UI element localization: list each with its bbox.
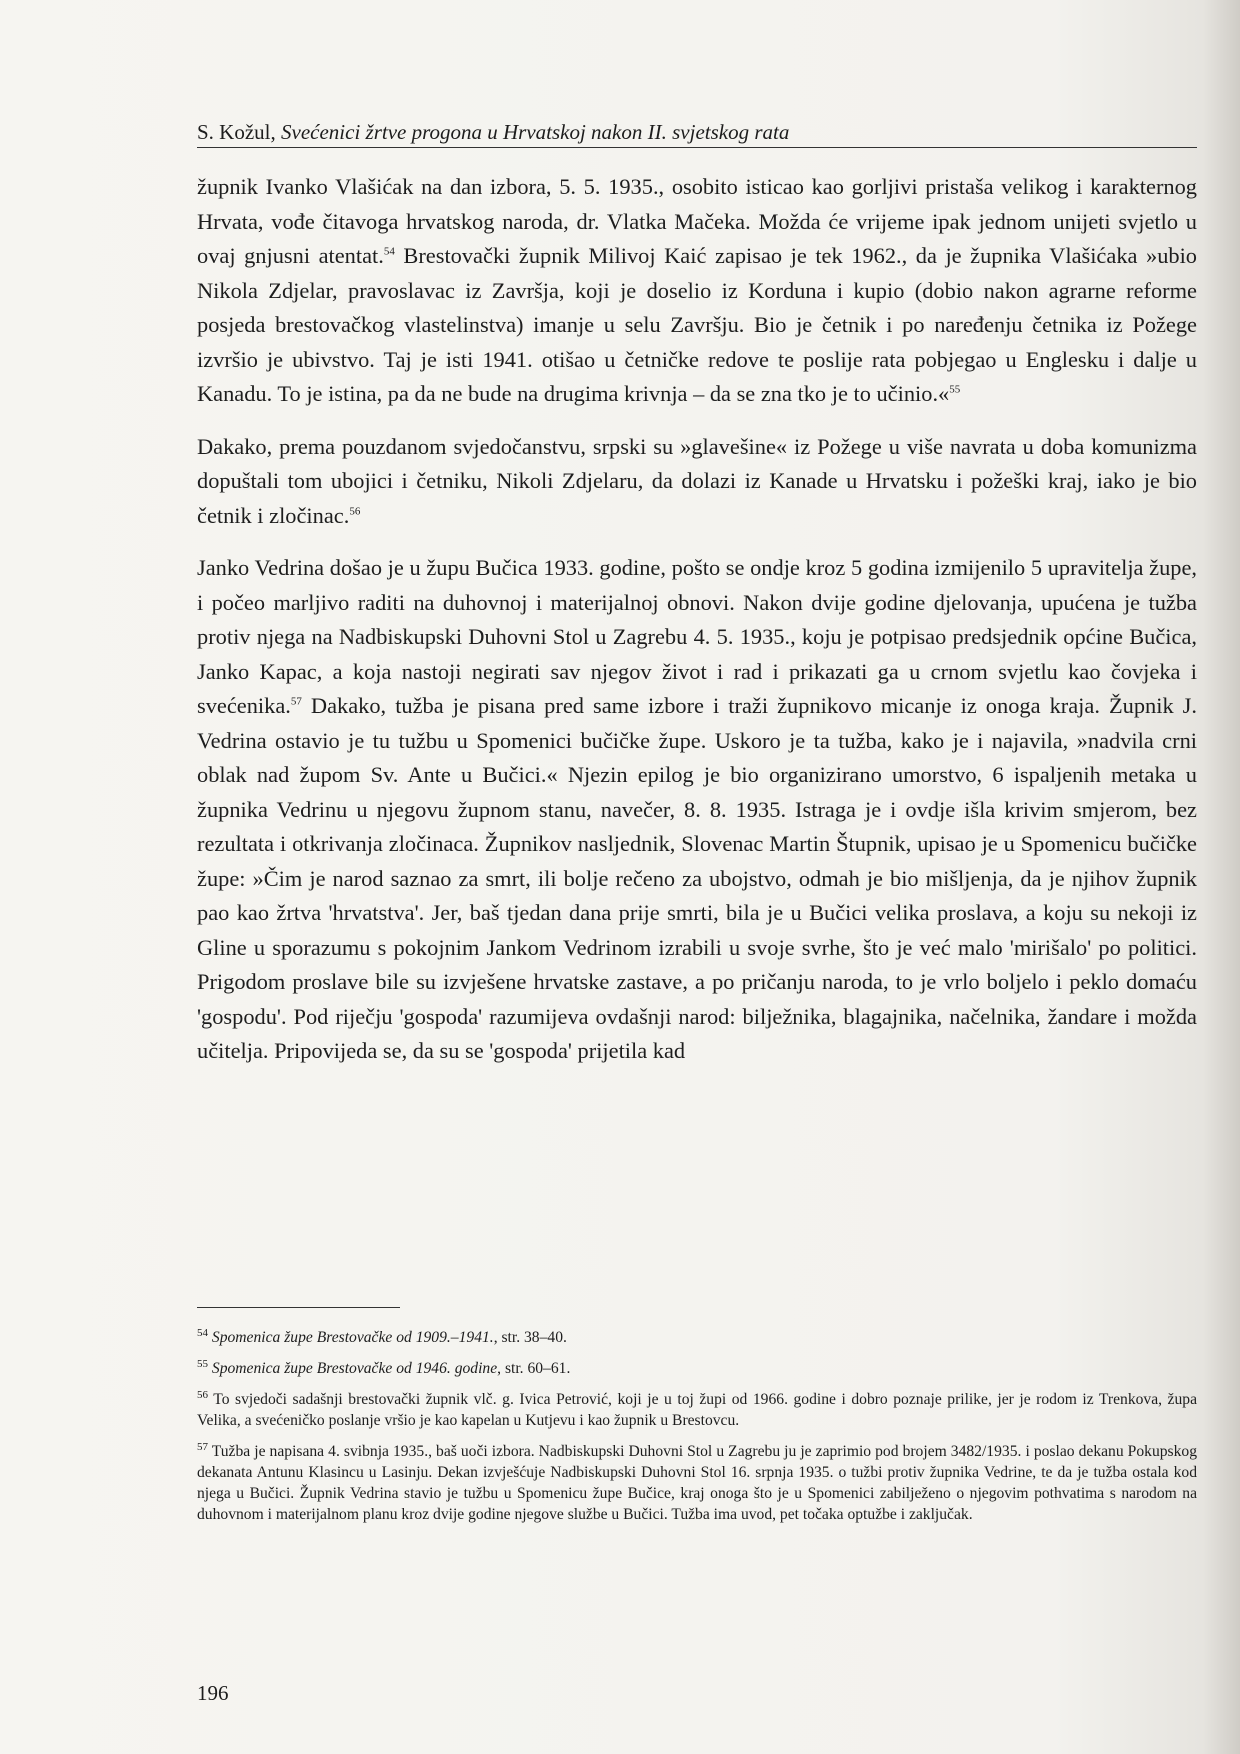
paragraph-1-text-a: župnik Ivanko Vlašićak na dan izbora, 5. 5. 1935., osobito isticao kao gorljivi pristaša velikog i karakternog Hrvata, vođe čitavoga hrvatskog naroda, dr. Vlatka Mačeka. Možda će vrijeme ipak jednom unijeti svjetlo u ovaj gnjusni atentat.	[197, 174, 1197, 268]
footnote-source-title: Spomenica župe Brestovačke od 1946. godine	[211, 1360, 498, 1377]
paragraph-2-text: Dakako, prema pouzdanom svjedočanstvu, srpski su »glavešine« iz Požege u više navrata u doba komunizma dopuštali tom ubojici i četniku, Nikoli Zdjelaru, da dolazi iz Kanade u Hrvatsku i požeški kraj, iako je bio četnik i zločinac.	[197, 433, 1197, 528]
paragraph-1-text-b: Brestovački župnik Milivoj Kaić zapisao je tek 1962., da je župnika Vlašićaka »ubio Nikola Zdjelar, pravoslavac iz Završja, koji je doselio iz Korduna i kupio (dobio nakon agrarne reforme posjeda brestovačkog vlastelinstva) imanje u selu Završju. Bio je četnik i po naređenju četnika iz Požege izvršio je ubivstvo. Taj je isti 1941. otišao u četničke redove te poslije rata pobjegao u Englesku i dalje u Kanadu. To je istina, pa da ne bude na drugima krivnja – da se zna tko je to učinio.«	[197, 243, 1197, 406]
header-author: S. Kožul,	[197, 120, 281, 144]
paragraph-3	[197, 551, 1197, 1069]
paragraph-3-text-b: Dakako, tužba je pisana pred same izbore i traži župnikovo micanje iz onoga kraja. Župnik J. Vedrina ostavio je tu tužbu u Spomenici bučičke župe. Uskoro je ta tužba, kako je i najavila, »nadvila crni oblak nad župom Sv. Ante u Bučici.« Njezin epilog je bio organizirano umorstvo, 6 ispaljenih metaka u župnika Vedrinu u njegovu župnom stanu, navečer, 8. 8. 1935. Istraga je i ovdje išla krivim smjerom, bez rezultata i otkrivanja zločinaca. Župnikov nasljednik, Slovenac Martin Štupnik, upisao je u Spomenicu bučičke župe: »Čim je narod saznao za smrt, ili bolje rečeno za ubojstvo, odmah je bio mišljenja, da je njihov župnik pao kao žrtva 'hrvatstva'. Jer, baš tjedan dana prije smrti, bila je u Bučici velika proslava, a koju su nekoji iz Gline u sporazumu s pokojnim Jankom Vedrinom izrabili u svoje svrhe, što je već malo 'mirišalo' po politici. Prigodom proslave bile su izvješene hrvatske zastave, a po pričanju naroda, to je vrlo boljelo i peklo domaću 'gospodu'. Pod riječju 'gospoda' razumijeva ovdašnji narod: bilježnika, blagajnika, načelnika, žandare i možda učitelja. Pripovijeda se, da su se 'gospoda' prijetila kad	[197, 693, 1197, 1063]
footnote-source-title: Spomenica župe Brestovačke od 1909.–1941.	[211, 1329, 494, 1346]
footnote-55	[197, 1358, 1197, 1379]
running-header	[197, 118, 1187, 146]
footnote-number: 57	[197, 1440, 208, 1453]
footnote-54	[197, 1327, 1197, 1348]
header-title: Svećenici žrtve progona u Hrvatskoj nakon II. svjetskog rata	[281, 120, 790, 144]
footnote-text: , str. 38–40.	[493, 1329, 567, 1346]
footnote-rule	[197, 1307, 400, 1308]
footnote-56	[197, 1389, 1197, 1431]
footnote-ref-55[interactable]: 55	[949, 383, 961, 396]
footnote-text: To svjedoči sadašnji brestovački župnik vlč. g. Ivica Petrović, koji je u toj župi od 1966. godine i dobro poznaje prilike, jer je rodom iz Trenkova, župa Velika, a svećeničko poslanje vršio je kao kapelan u Kutjevu i kao župnik u Brestovcu.	[197, 1391, 1197, 1429]
footnote-57	[197, 1441, 1197, 1525]
footnote-ref-54[interactable]: 54	[383, 245, 395, 258]
paragraph-2	[197, 430, 1197, 534]
footnote-number: 54	[197, 1326, 208, 1339]
footnote-number: 56	[197, 1388, 208, 1401]
footnote-number: 55	[197, 1357, 208, 1370]
header-rule	[197, 147, 1197, 148]
footnote-ref-57[interactable]: 57	[290, 695, 302, 708]
page-number: 196	[197, 1681, 229, 1705]
main-text	[197, 170, 1197, 1069]
footnote-ref-56[interactable]: 56	[349, 505, 361, 518]
paragraph-1	[197, 170, 1197, 412]
footnote-text: Tužba je napisana 4. svibnja 1935., baš uoči izbora. Nadbiskupski Duhovni Stol u Zagrebu ju je zaprimio pod brojem 3482/1935. i poslao dekanu Pokupskog dekanata Antunu Klasincu u Lasinju. Dekan izvješćuje Nadbiskupski Duhovni Stol 16. srpnja 1935. o tužbi protiv župnika Vedrine, te da je tužba ostala kod njega u Bučici. Župnik Vedrina stavio je tužbu u Spomenicu župe Bučice, kraj onoga što je u Spomenici zabilježeno o njegovim pothvatima s narodom na duhovnom i materijalnom planu kroz dvije godine njegove službe u Bučici. Tužba ima uvod, pet točaka optužbe i zaključak.	[197, 1443, 1197, 1523]
paragraph-3-text-a: Janko Vedrina došao je u župu Bučica 1933. godine, pošto se ondje kroz 5 godina izmijenilo 5 upravitelja župe, i počeo marljivo raditi na duhovnoj i materijalnoj obnovi. Nakon dvije godine djelovanja, upućena je tužba protiv njega na Nadbiskupski Duhovni Stol u Zagrebu 4. 5. 1935., koju je potpisao predsjednik općine Bučica, Janko Kapac, a koja nastoji negirati sav njegov život i rad i prikazati ga u crnom svjetlu kao čovjeka i svećenika.	[197, 555, 1197, 718]
footnote-text: , str. 60–61.	[497, 1360, 571, 1377]
footnotes	[197, 1327, 1197, 1525]
